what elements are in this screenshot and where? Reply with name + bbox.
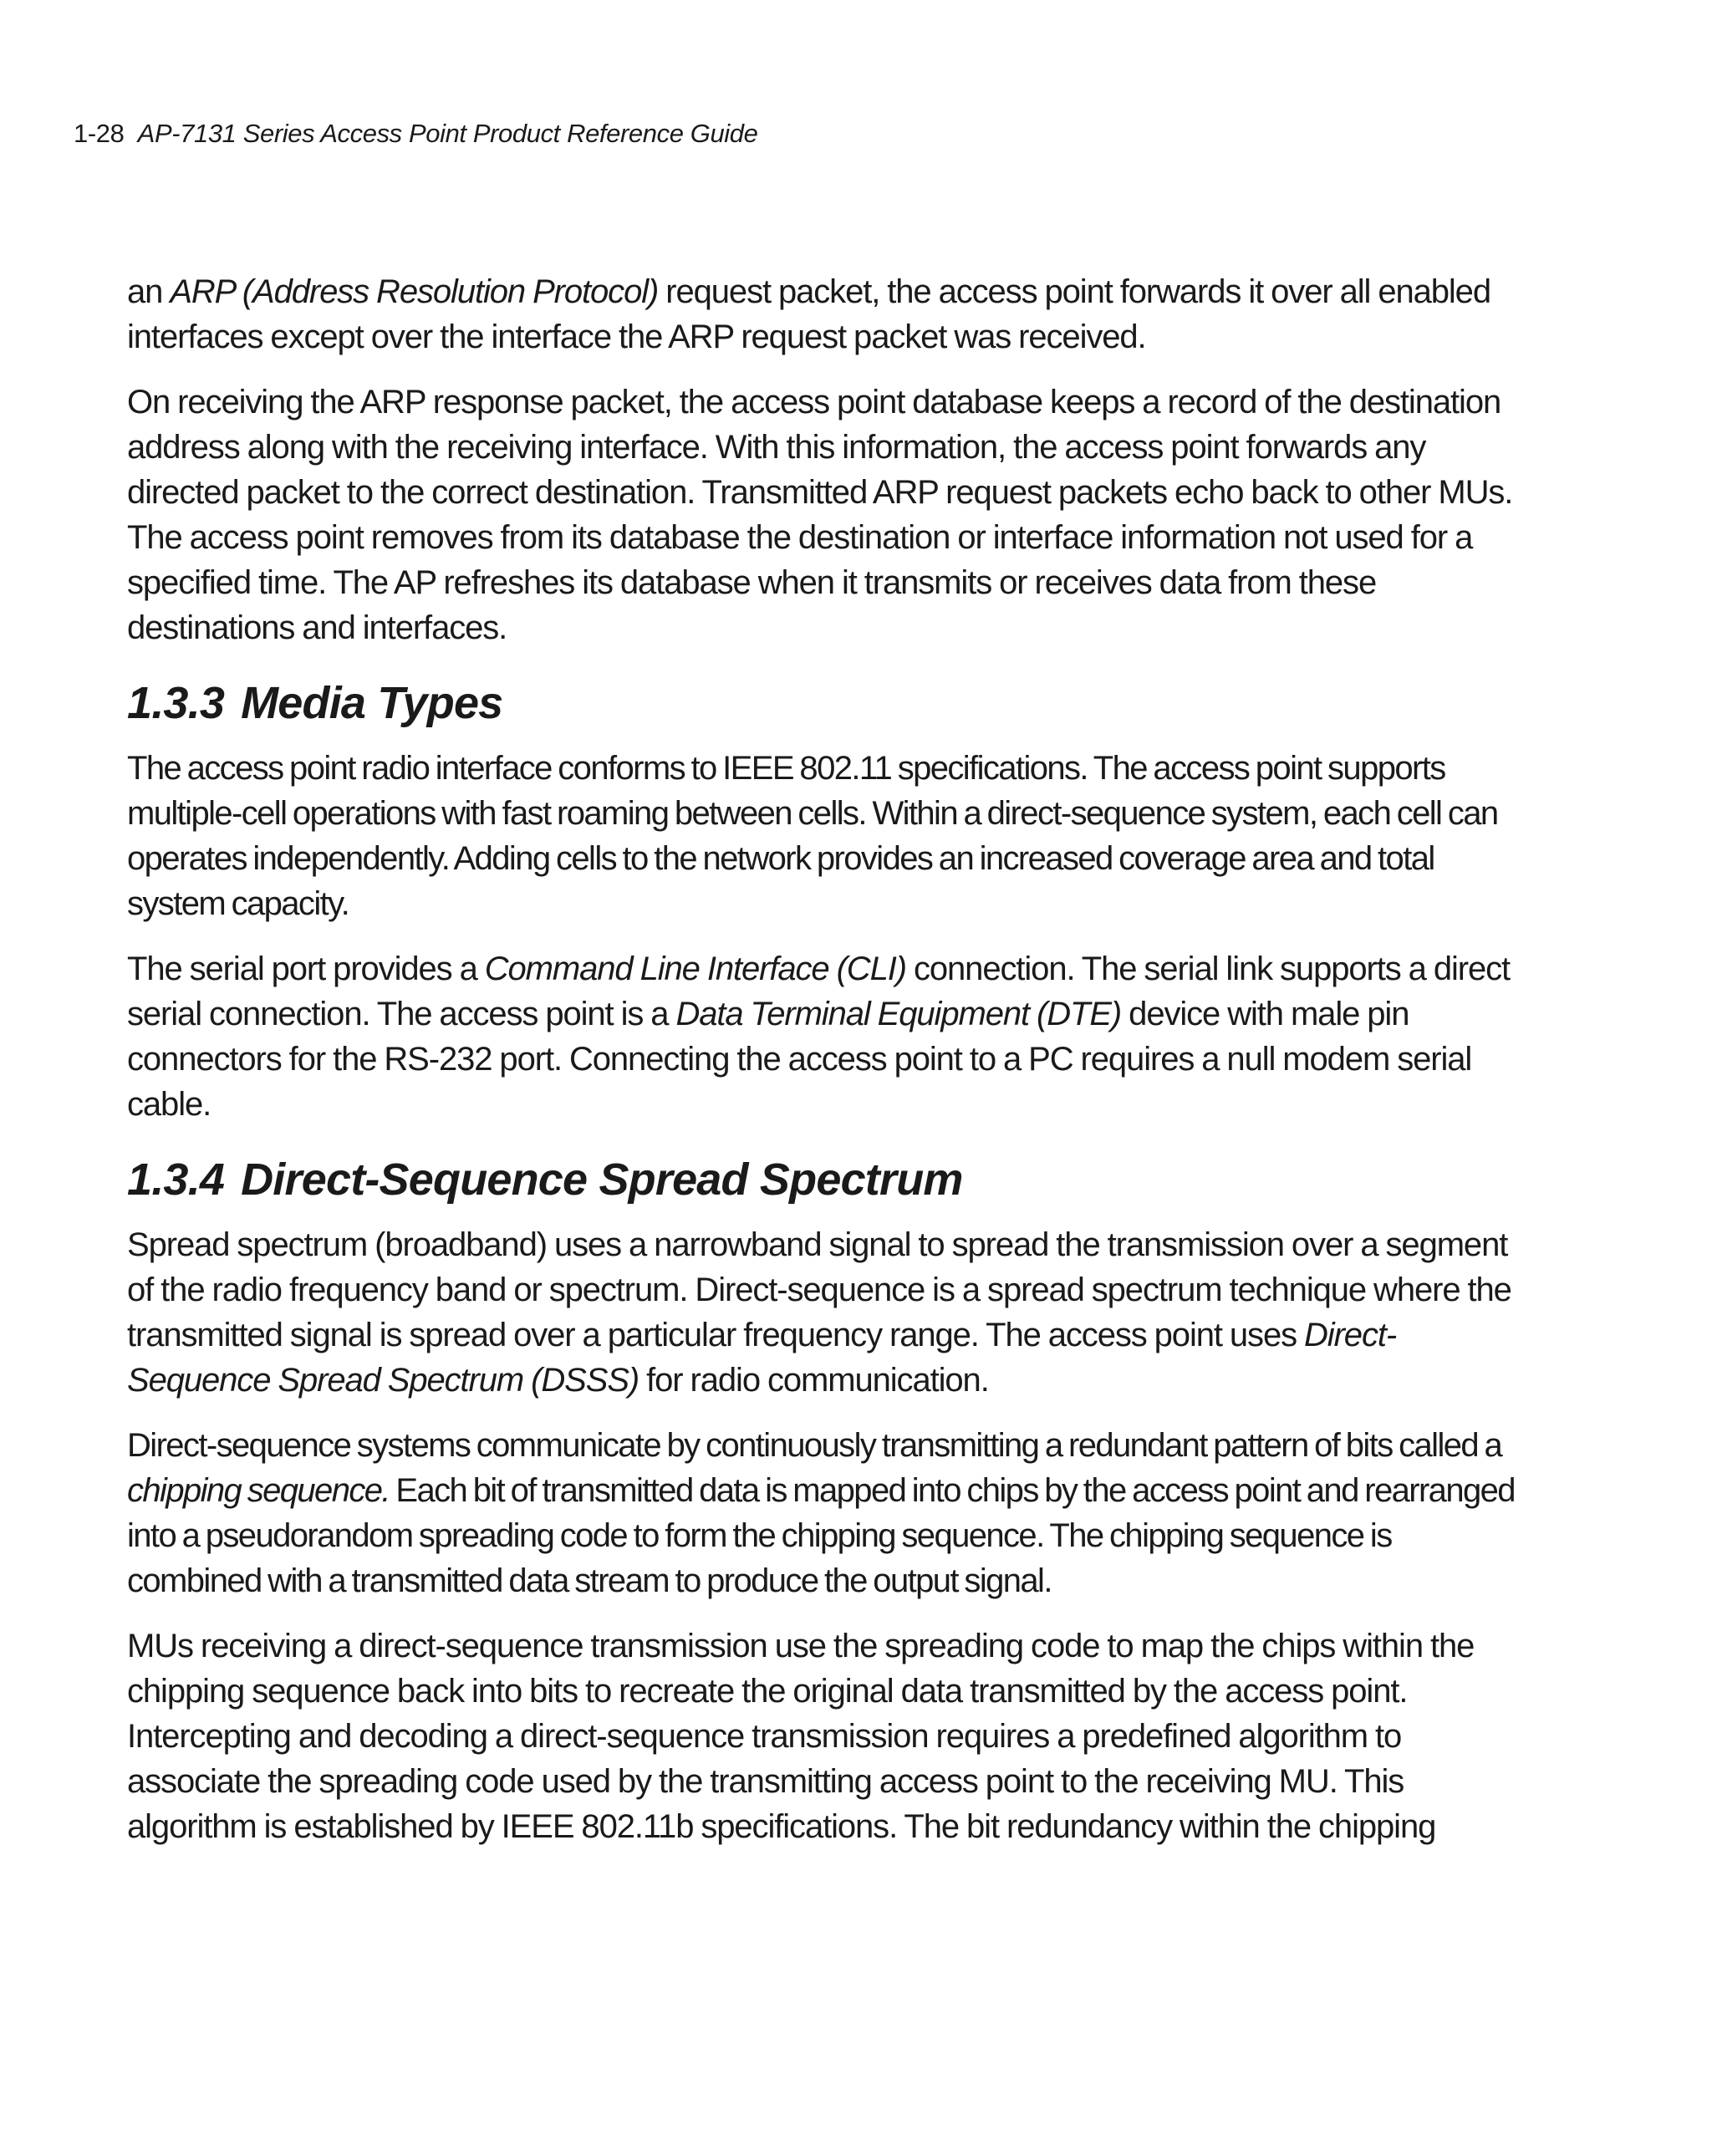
section-title: Direct-Sequence Spread Spectrum	[241, 1154, 963, 1205]
section-number: 1.3.4	[127, 1154, 225, 1205]
section-heading-dsss	[127, 1152, 1531, 1207]
text-run: for radio communication.	[639, 1362, 989, 1399]
term-arp: ARP (Address Resolution Protocol)	[170, 273, 659, 310]
text-run: The serial port provides a	[127, 951, 485, 987]
paragraph-arp-response: On receiving the ARP response packet, the access point database keeps a record of the destination address along with the receiving interface. With this information, the access point forwards any directed packet to the correct destination. Transmitted ARP request packets echo back to other MUs. The access point removes from its database the destination or interface information not used for a specified time. The AP refreshes its database when it transmits or receives data from these destinations and interfaces.	[127, 384, 1513, 646]
paragraph-radio-interface: The access point radio interface conforms to IEEE 802.11 specifications. The access point supports multiple-cell operations with fast roaming between cells. Within a direct-sequence system, each cell can operates independently. Adding cells to the network provides an increased coverage area and total system capacity.	[127, 750, 1498, 922]
term-chipping-sequence: chipping sequence.	[127, 1472, 390, 1509]
text-run: Each bit of transmitted data is mapped into chips by the access point and rearranged into a pseudorandom spreading code to form the chipping sequence. The chipping sequence is combined with a transmitted data stream to produce the output signal.	[127, 1472, 1515, 1599]
section-heading-media-types	[127, 675, 1531, 731]
paragraph-serial-port	[127, 946, 1531, 1127]
text-run: connection. The serial link supports a direct serial connection. The access point is a	[127, 951, 1511, 1032]
term-dte: Data Terminal Equipment (DTE)	[675, 996, 1122, 1032]
term-dsss: Direct-Sequence Spread Spectrum (DSSS)	[127, 1317, 1397, 1399]
paragraph-spread-spectrum	[127, 1222, 1531, 1403]
text-run: an	[127, 273, 171, 310]
section-title: Media Types	[241, 678, 503, 728]
paragraph-chipping-sequence	[127, 1423, 1531, 1603]
text-run: device with male pin connectors for the RS-232 port. Connecting the access point to a PC requires a null modem serial cable.	[127, 996, 1472, 1123]
paragraph-mu-receiving: MUs receiving a direct-sequence transmission use the spreading code to map the chips within the chipping sequence back into bits to recreate the original data transmitted by the access point. Intercepting and decoding a direct-sequence transmission requires a predefined algorithm to associate the spreading code used by the transmitting access point to the receiving MU. This algorithm is established by IEEE 802.11b specifications. The bit redundancy within the chipping	[127, 1628, 1475, 1845]
text-run: Direct-sequence systems communicate by continuously transmitting a redundant pattern of bits called a	[127, 1427, 1502, 1464]
page-body	[127, 269, 1531, 1869]
text-run: request packet, the access point forwards it over all enabled interfaces except over the interface the ARP request packet was received.	[127, 273, 1490, 355]
guide-title: AP-7131 Series Access Point Product Reference Guide	[137, 119, 758, 148]
page-number: 1-28	[74, 119, 125, 148]
paragraph-arp-request	[127, 269, 1531, 359]
running-header	[74, 119, 757, 149]
section-number: 1.3.3	[127, 678, 225, 728]
text-run: Spread spectrum (broadband) uses a narrowband signal to spread the transmission over a segment of the radio frequency band or spectrum. Direct-sequence is a spread spectrum technique where the transmitted signal is spread over a particular frequency range. The access point uses	[127, 1226, 1511, 1353]
term-cli: Command Line Interface (CLI)	[484, 951, 906, 987]
